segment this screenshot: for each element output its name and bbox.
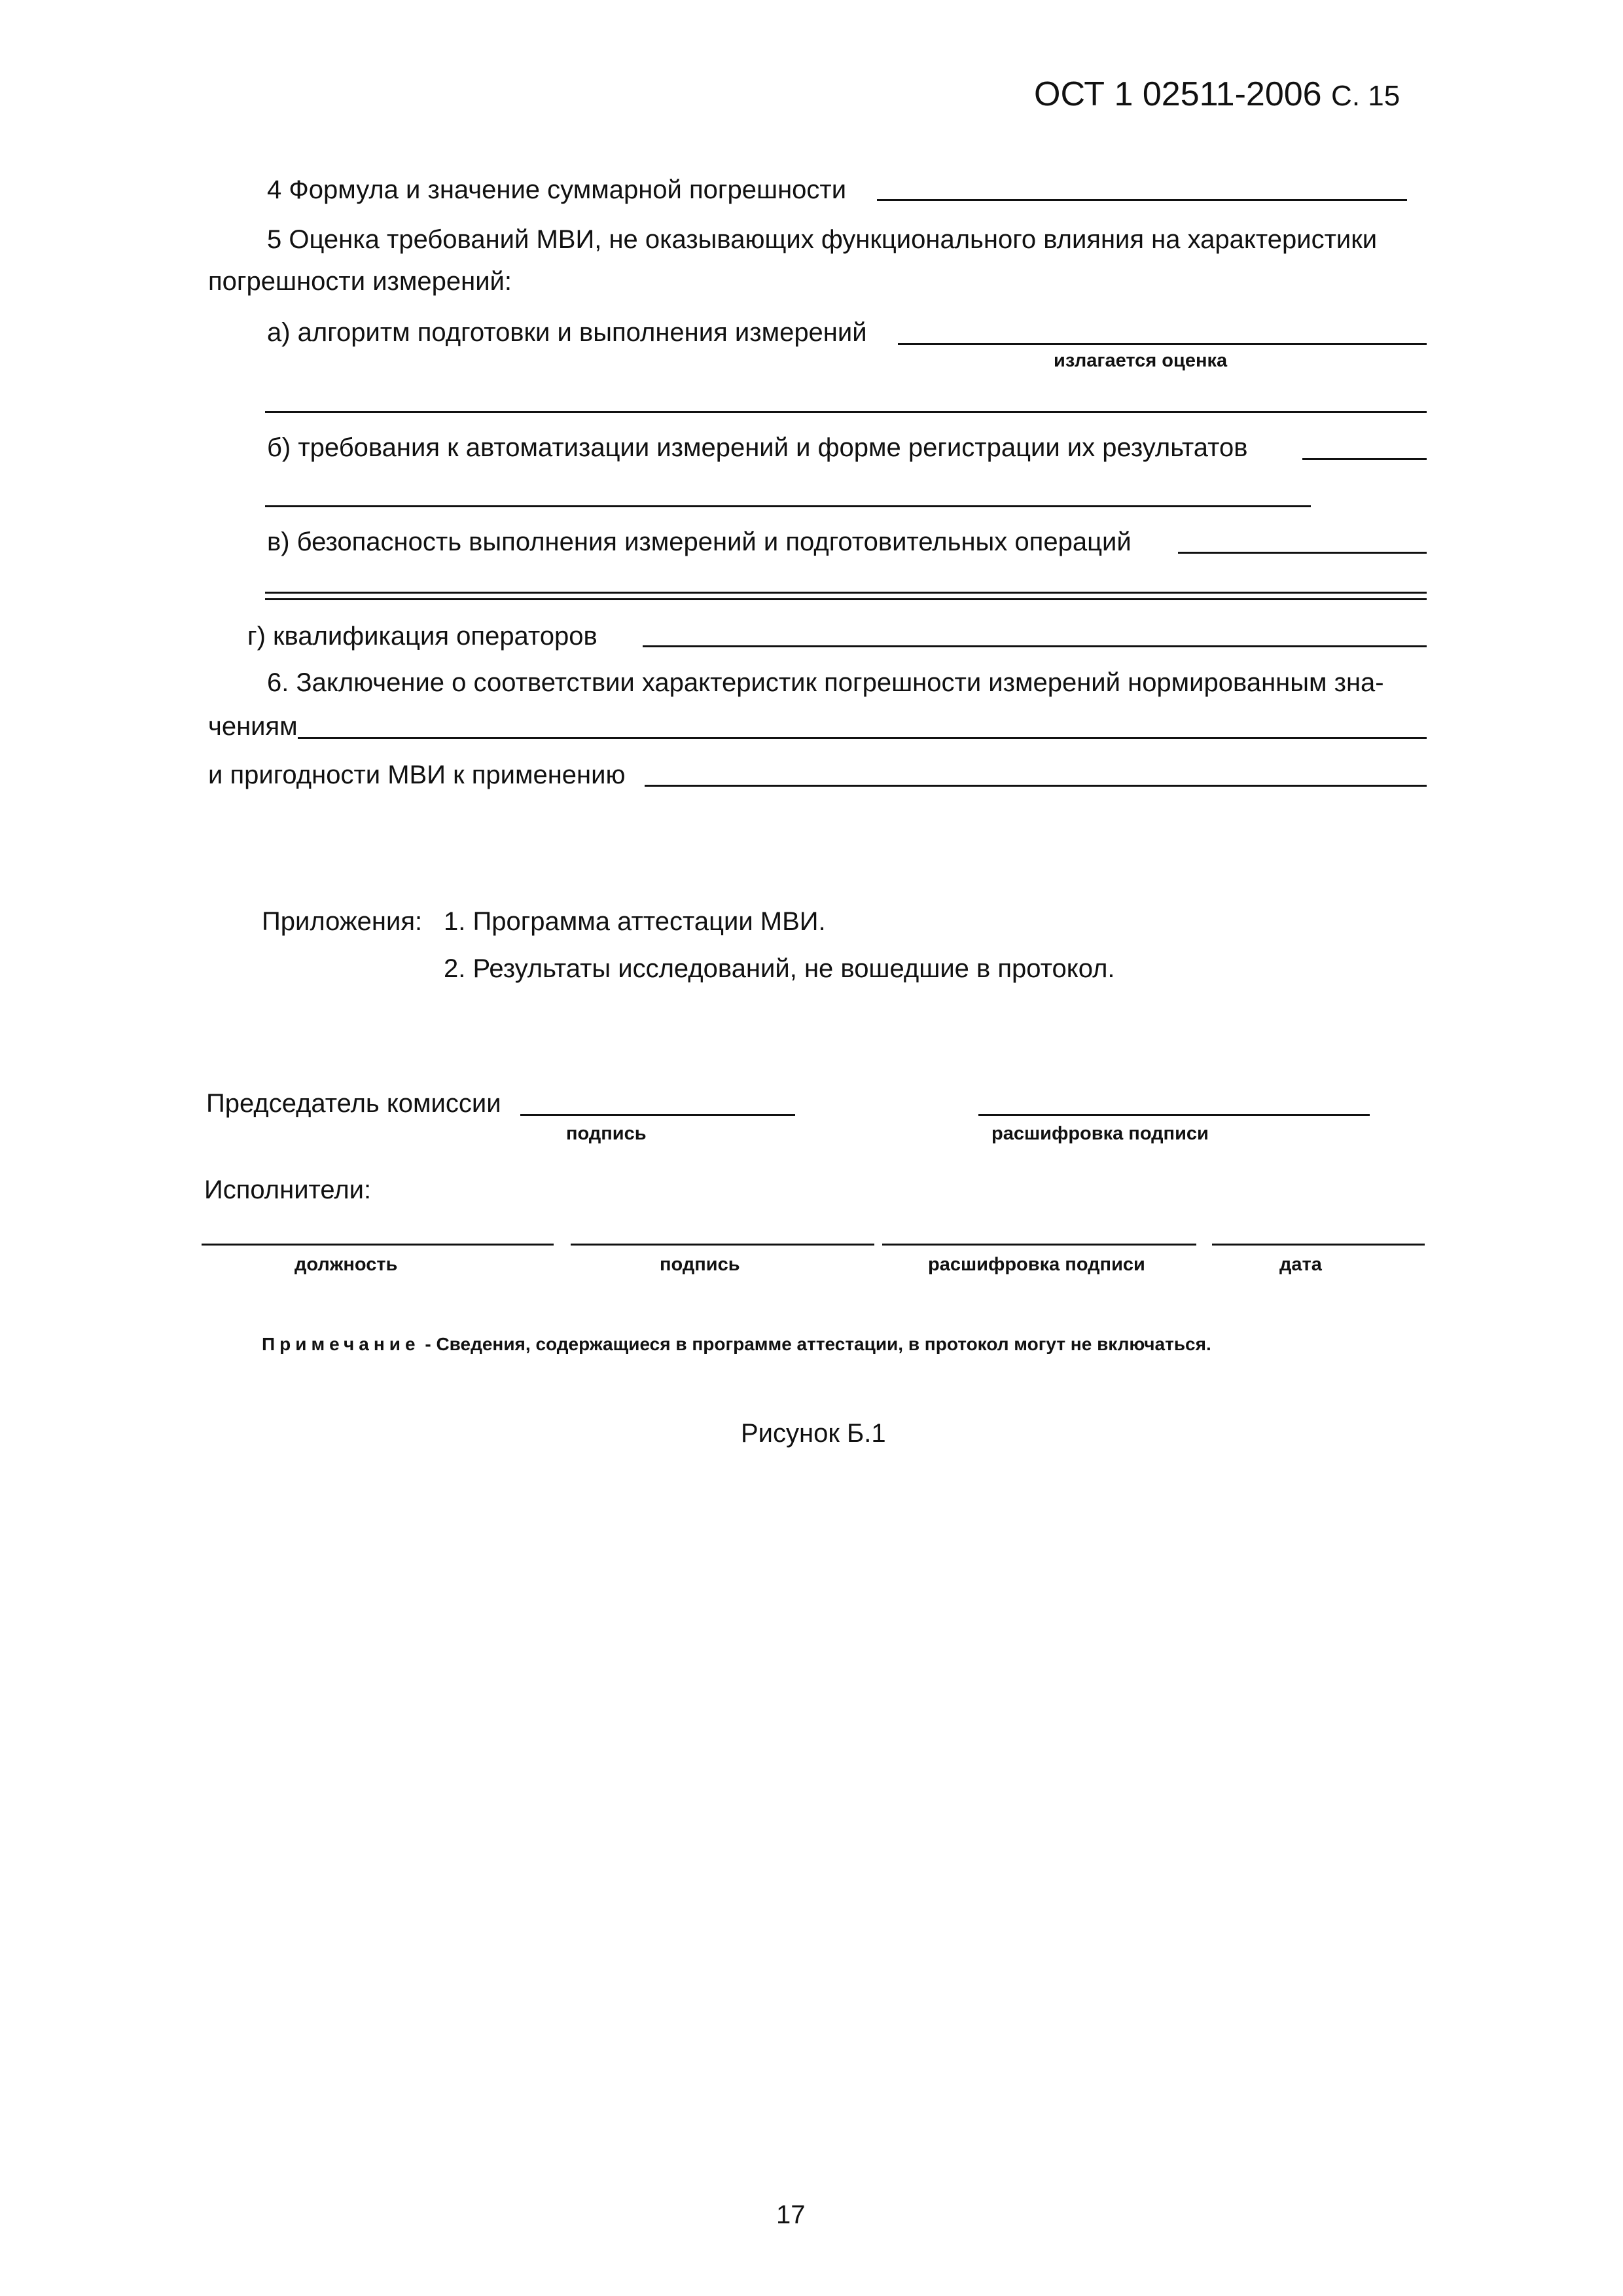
note <box>262 1335 1211 1354</box>
item-5-label-line1: 5 Оценка требований МВИ, не оказывающих функционального влияния на характеристики <box>267 225 1378 254</box>
item-6-label-line2: чениям <box>208 712 298 741</box>
item-5v-fill-line <box>1178 552 1427 554</box>
performer-signature-caption: подпись <box>660 1254 740 1275</box>
chairman-decoding-caption: расшифровка подписи <box>991 1123 1209 1144</box>
item-6-fill-line <box>298 737 1427 739</box>
attachment-2: 2. Результаты исследований, не вошедшие в протокол. <box>444 954 1115 983</box>
performer-position-caption: должность <box>294 1254 398 1275</box>
item-5g-fill-line <box>643 645 1427 647</box>
performer-date-line <box>1212 1244 1425 1246</box>
document-code: ОСТ 1 02511-2006 <box>1034 75 1322 113</box>
item-5g-label: г) квалификация операторов <box>247 622 597 651</box>
performer-signature-line <box>571 1244 874 1246</box>
item-5v-continuation-line-2 <box>265 598 1427 600</box>
item-6-fill-line-2 <box>645 785 1427 787</box>
attachments-label: Приложения: <box>262 907 423 936</box>
performer-position-line <box>202 1244 554 1246</box>
item-6-label-line3: и пригодности МВИ к применению <box>208 761 626 789</box>
item-5a-label: а) алгоритм подготовки и выполнения измерений <box>267 318 867 347</box>
note-label: Примечание <box>262 1334 420 1354</box>
item-5v-label: в) безопасность выполнения измерений и подготовительных операций <box>267 528 1132 556</box>
page-number: 17 <box>776 2200 806 2229</box>
figure-caption: Рисунок Б.1 <box>741 1419 886 1448</box>
chairman-signature-caption: подпись <box>566 1123 647 1144</box>
page-reference: С. 15 <box>1331 80 1400 112</box>
performers-label: Исполнители: <box>204 1175 372 1204</box>
item-5b-fill-line <box>1302 458 1427 460</box>
item-5v-continuation-line <box>265 592 1427 594</box>
item-5-label-line2: погрешности измерений: <box>208 267 512 296</box>
item-4-fill-line <box>877 199 1407 201</box>
item-5a-fill-line <box>898 343 1427 345</box>
item-6-label-line1: 6. Заключение о соответствии характеристик погрешности измерений нормированным зна- <box>267 668 1384 697</box>
document-header <box>1034 77 1400 111</box>
item-5b-continuation-line <box>265 505 1311 507</box>
item-5a-caption: излагается оценка <box>1054 350 1228 371</box>
chairman-decoding-line <box>978 1114 1370 1116</box>
item-5b-label: б) требования к автоматизации измерений и форме регистрации их результатов <box>267 433 1248 462</box>
attachment-1: 1. Программа аттестации МВИ. <box>444 907 826 936</box>
performer-decoding-line <box>882 1244 1196 1246</box>
performer-decoding-caption: расшифровка подписи <box>928 1254 1145 1275</box>
item-4-label: 4 Формула и значение суммарной погрешности <box>267 175 847 204</box>
item-5a-continuation-line <box>265 411 1427 413</box>
note-text: - Сведения, содержащиеся в программе аттестации, в протокол могут не включаться. <box>419 1334 1211 1354</box>
chairman-signature-line <box>520 1114 795 1116</box>
chairman-label: Председатель комиссии <box>206 1089 501 1118</box>
performer-date-caption: дата <box>1279 1254 1322 1275</box>
